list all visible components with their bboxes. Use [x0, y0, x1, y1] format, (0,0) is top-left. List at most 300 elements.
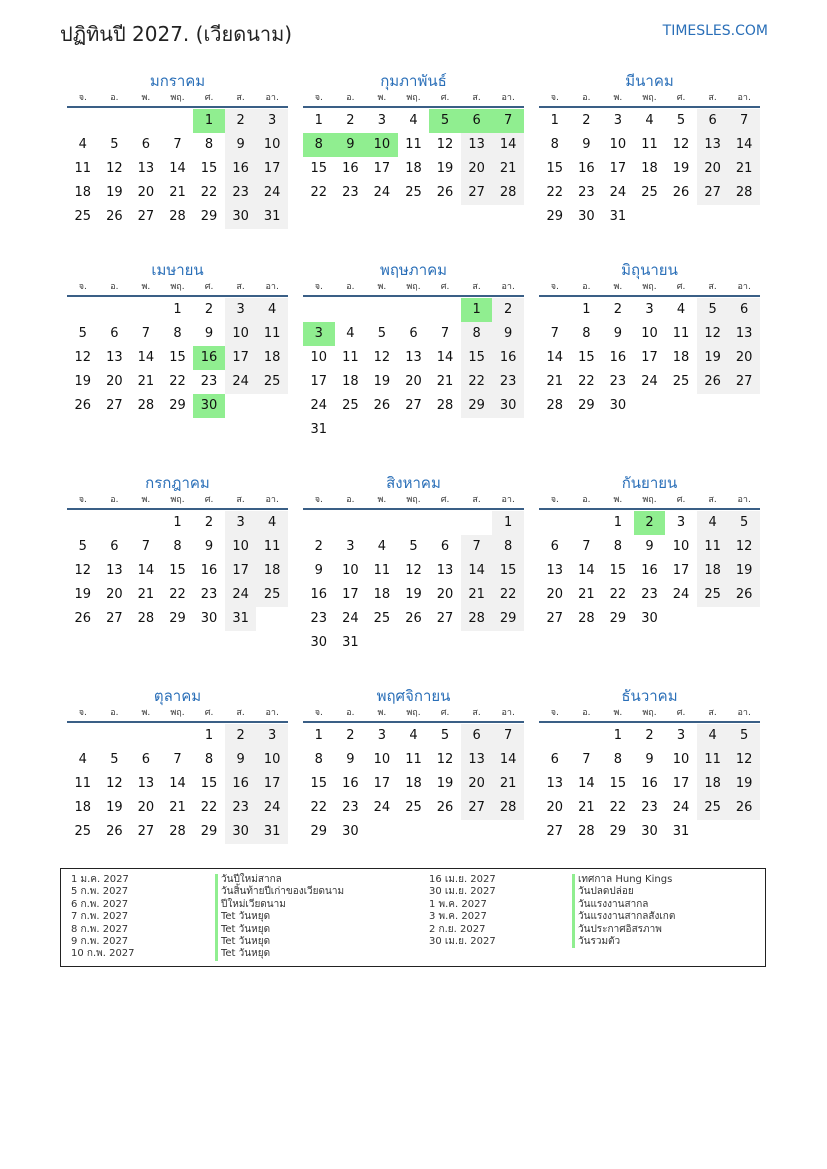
weekday-label: อา. — [737, 93, 751, 103]
day-cell: 20 — [405, 374, 422, 389]
day-cell: 2 — [204, 302, 214, 317]
weekday-label: พ. — [613, 495, 623, 505]
month-block — [303, 685, 524, 844]
day-cell: 7 — [492, 109, 524, 133]
weekday-label: อา. — [501, 495, 515, 505]
weekday-label: พ. — [613, 708, 623, 718]
day-cell: 7 — [550, 326, 559, 341]
weekday-label: อ. — [346, 708, 355, 718]
day-cell: 9 — [204, 326, 214, 341]
day-cell: 6 — [697, 109, 729, 133]
weekday-label: ส. — [236, 708, 245, 718]
day-cell: 5 — [429, 109, 461, 133]
day-cell: 18 — [74, 800, 92, 815]
day-cell: 16 — [342, 776, 359, 791]
day-cell: 23 — [578, 185, 595, 200]
day-cell: 9 — [204, 539, 214, 554]
month-block — [67, 685, 288, 844]
weekday-label: ศ. — [676, 282, 686, 292]
day-cell: 29 — [461, 394, 493, 418]
day-cell: 22 — [609, 800, 627, 815]
holiday-legend — [60, 868, 766, 967]
day-cell: 27 — [405, 398, 422, 413]
day-cell: 5 — [409, 539, 418, 554]
day-cell: 4 — [697, 511, 729, 535]
day-cell: 15 — [200, 161, 218, 176]
weekday-label: อ. — [110, 708, 119, 718]
day-cell: 20 — [137, 185, 155, 200]
weekday-label: จ. — [314, 708, 323, 718]
day-cell: 16 — [641, 776, 658, 791]
day-cell: 26 — [436, 185, 454, 200]
day-cell: 24 — [225, 370, 257, 394]
day-cell: 10 — [672, 539, 690, 554]
empty-day-cell — [366, 820, 398, 844]
day-cell: 29 — [169, 398, 186, 413]
day-cell: 23 — [225, 796, 257, 820]
day-cell: 2 — [613, 302, 623, 317]
day-cell: 28 — [728, 181, 760, 205]
day-cell: 7 — [582, 539, 591, 554]
legend-holiday-name: วันปลดปล่อย — [572, 886, 675, 898]
weekday-label: ส. — [708, 282, 717, 292]
day-cell: 2 — [225, 724, 257, 748]
day-cell: 21 — [436, 374, 454, 389]
legend-date: 8 ก.พ. 2027 — [71, 923, 129, 935]
weekday-label: จ. — [78, 495, 87, 505]
day-cell: 4 — [78, 137, 87, 152]
weekday-header — [303, 707, 524, 723]
day-cell: 21 — [578, 800, 595, 815]
week-row — [303, 559, 524, 583]
day-cell: 25 — [256, 583, 288, 607]
day-cell: 5 — [697, 298, 729, 322]
day-cell: 15 — [310, 776, 328, 791]
day-cell: 24 — [672, 587, 690, 602]
week-row — [303, 631, 524, 655]
day-cell: 15 — [609, 563, 627, 578]
day-cell: 6 — [728, 298, 760, 322]
day-cell: 22 — [546, 185, 564, 200]
day-cell: 23 — [310, 611, 328, 626]
day-cell: 27 — [728, 370, 760, 394]
month-name: มีนาคม — [625, 72, 674, 90]
day-cell: 14 — [169, 776, 186, 791]
legend-date: 2 ก.ย. 2027 — [429, 923, 486, 935]
day-cell: 2 — [492, 298, 524, 322]
day-cell: 5 — [78, 539, 87, 554]
weekday-label: จ. — [550, 93, 559, 103]
weekday-header — [539, 494, 760, 510]
day-cell: 4 — [409, 728, 418, 743]
day-cell: 18 — [405, 776, 422, 791]
legend-names-right — [572, 874, 675, 948]
week-row — [303, 796, 524, 820]
day-cell: 14 — [546, 350, 564, 365]
week-row — [67, 394, 288, 418]
weekday-label: อ. — [110, 93, 119, 103]
week-row — [67, 607, 288, 631]
empty-day-cell — [492, 631, 524, 655]
day-cell: 11 — [373, 563, 391, 578]
weekday-label: อ. — [582, 495, 591, 505]
legend-date: 30 เม.ย. 2027 — [429, 936, 496, 948]
weekday-label: ศ. — [204, 282, 214, 292]
week-row — [539, 205, 760, 229]
day-cell: 13 — [697, 133, 729, 157]
week-row — [67, 109, 288, 133]
empty-day-cell — [99, 298, 131, 322]
day-cell: 7 — [492, 724, 524, 748]
day-cell: 11 — [672, 326, 690, 341]
weekday-label: อ. — [110, 282, 119, 292]
day-cell: 9 — [645, 539, 654, 554]
weekday-label: ศ. — [204, 495, 214, 505]
day-cell: 1 — [461, 298, 493, 322]
month-row — [67, 259, 760, 442]
empty-day-cell — [398, 511, 430, 535]
day-cell: 24 — [373, 185, 391, 200]
day-cell: 10 — [672, 752, 690, 767]
week-row — [539, 796, 760, 820]
day-cell: 26 — [728, 796, 760, 820]
week-row — [67, 511, 288, 535]
week-row — [539, 370, 760, 394]
day-cell: 11 — [256, 535, 288, 559]
month-name: กันยายน — [621, 474, 678, 492]
month-block — [539, 685, 760, 844]
day-cell: 25 — [697, 796, 729, 820]
week-row — [67, 535, 288, 559]
empty-day-cell — [162, 109, 194, 133]
day-cell: 2 — [645, 728, 654, 743]
day-cell: 29 — [169, 611, 186, 626]
empty-day-cell — [335, 418, 367, 442]
legend-holiday-name: เทศกาล Hung Kings — [572, 874, 675, 886]
empty-day-cell — [539, 724, 571, 748]
day-cell: 4 — [346, 326, 355, 341]
day-cell: 9 — [225, 133, 257, 157]
month-row — [67, 685, 760, 844]
day-cell: 8 — [173, 326, 182, 341]
weekday-label: อ. — [346, 495, 355, 505]
day-cell: 30 — [225, 820, 257, 844]
day-cell: 1 — [173, 515, 182, 530]
weekday-header — [303, 281, 524, 297]
day-cell: 22 — [200, 185, 218, 200]
day-cell: 30 — [641, 611, 658, 626]
day-cell: 2 — [204, 515, 214, 530]
day-cell: 10 — [256, 133, 288, 157]
weekday-label: พ. — [377, 708, 387, 718]
empty-day-cell — [366, 631, 398, 655]
day-cell: 4 — [377, 539, 387, 554]
week-row — [539, 607, 760, 631]
day-cell: 18 — [256, 346, 288, 370]
empty-day-cell — [461, 418, 493, 442]
weekday-label: ศ. — [676, 93, 686, 103]
day-cell: 19 — [106, 185, 123, 200]
day-cell: 20 — [461, 772, 493, 796]
day-cell: 5 — [440, 728, 450, 743]
site-link[interactable]: TIMESLES.COM — [662, 23, 768, 39]
day-cell: 21 — [169, 185, 186, 200]
day-cell: 7 — [173, 752, 182, 767]
weekday-label: ศ. — [676, 495, 686, 505]
day-cell: 22 — [200, 800, 218, 815]
day-cell: 27 — [106, 611, 123, 626]
weekday-label: จ. — [550, 708, 559, 718]
empty-day-cell — [571, 724, 603, 748]
empty-day-cell — [130, 511, 162, 535]
week-row — [303, 535, 524, 559]
day-cell: 8 — [613, 539, 623, 554]
day-cell: 27 — [436, 611, 454, 626]
day-cell: 10 — [609, 137, 627, 152]
day-cell: 23 — [641, 800, 658, 815]
day-cell: 26 — [672, 185, 690, 200]
day-cell: 21 — [169, 800, 186, 815]
day-cell: 25 — [373, 611, 391, 626]
legend-holiday-name: ปีใหม่เวียดนาม — [215, 899, 344, 911]
weekday-label: พฤ. — [170, 708, 185, 718]
weekday-header — [303, 494, 524, 510]
day-cell: 22 — [461, 370, 493, 394]
day-cell: 9 — [613, 326, 623, 341]
day-cell: 17 — [256, 157, 288, 181]
day-cell: 3 — [303, 322, 335, 346]
day-cell: 26 — [74, 611, 92, 626]
month-block — [303, 70, 524, 229]
day-cell: 17 — [672, 776, 690, 791]
day-cell: 2 — [225, 109, 257, 133]
empty-day-cell — [492, 820, 524, 844]
weekday-label: พ. — [141, 495, 151, 505]
empty-day-cell — [225, 394, 257, 418]
day-cell: 24 — [256, 796, 288, 820]
day-cell: 14 — [169, 161, 186, 176]
day-cell: 21 — [492, 772, 524, 796]
day-cell: 18 — [74, 185, 92, 200]
empty-day-cell — [634, 394, 666, 418]
weekday-label: ศ. — [204, 93, 214, 103]
day-cell: 15 — [609, 776, 627, 791]
day-cell: 25 — [342, 398, 359, 413]
day-cell: 8 — [303, 133, 335, 157]
empty-day-cell — [697, 394, 729, 418]
day-cell: 24 — [641, 374, 658, 389]
week-row — [539, 820, 760, 844]
weekday-label: อา. — [737, 495, 751, 505]
day-cell: 28 — [461, 607, 493, 631]
day-cell: 8 — [314, 752, 323, 767]
weekday-label: พฤ. — [170, 93, 185, 103]
day-cell: 17 — [342, 587, 359, 602]
week-row — [67, 322, 288, 346]
day-cell: 18 — [697, 772, 729, 796]
weekday-label: ส. — [236, 93, 245, 103]
day-cell: 14 — [436, 350, 454, 365]
weekday-header — [539, 707, 760, 723]
day-cell: 13 — [137, 161, 155, 176]
month-block — [539, 472, 760, 655]
empty-day-cell — [99, 724, 131, 748]
day-cell: 16 — [641, 563, 658, 578]
day-cell: 12 — [728, 748, 760, 772]
day-cell: 27 — [546, 611, 564, 626]
weekday-label: พ. — [377, 495, 387, 505]
weekday-label: อ. — [582, 93, 591, 103]
day-cell: 11 — [74, 161, 92, 176]
week-row — [303, 820, 524, 844]
weekday-label: ส. — [708, 93, 717, 103]
day-cell: 4 — [645, 113, 654, 128]
day-cell: 29 — [492, 607, 524, 631]
day-cell: 28 — [137, 611, 155, 626]
month-name: มิถุนายน — [621, 261, 678, 279]
weekday-label: อา. — [737, 708, 751, 718]
day-cell: 5 — [377, 326, 387, 341]
day-cell: 1 — [204, 728, 214, 743]
day-cell: 10 — [225, 322, 257, 346]
weekday-label: พ. — [377, 93, 387, 103]
empty-day-cell — [366, 418, 398, 442]
empty-day-cell — [697, 607, 729, 631]
week-row — [67, 181, 288, 205]
empty-day-cell — [634, 205, 666, 229]
weekday-label: ศ. — [676, 708, 686, 718]
day-cell: 1 — [173, 302, 182, 317]
day-cell: 11 — [697, 748, 729, 772]
day-cell: 3 — [256, 109, 288, 133]
week-row — [539, 157, 760, 181]
day-cell: 30 — [609, 398, 627, 413]
day-cell: 2 — [314, 539, 323, 554]
legend-date: 10 ก.พ. 2027 — [71, 948, 135, 960]
day-cell: 13 — [137, 776, 155, 791]
empty-day-cell — [67, 724, 99, 748]
legend-date: 5 ก.พ. 2027 — [71, 886, 129, 898]
day-cell: 8 — [582, 326, 591, 341]
day-cell: 19 — [373, 374, 391, 389]
day-cell: 22 — [169, 587, 186, 602]
day-cell: 24 — [373, 800, 391, 815]
day-cell: 27 — [697, 181, 729, 205]
legend-holiday-name: วันปีใหม่สากล — [215, 874, 344, 886]
empty-day-cell — [461, 820, 493, 844]
empty-day-cell — [256, 394, 288, 418]
day-cell: 30 — [578, 209, 595, 224]
day-cell: 28 — [492, 181, 524, 205]
day-cell: 17 — [373, 776, 391, 791]
day-cell: 14 — [728, 133, 760, 157]
day-cell: 25 — [405, 185, 422, 200]
day-cell: 9 — [645, 752, 654, 767]
day-cell: 7 — [173, 137, 182, 152]
empty-day-cell — [366, 511, 398, 535]
day-cell: 3 — [256, 724, 288, 748]
weekday-label: อา. — [737, 282, 751, 292]
empty-day-cell — [67, 511, 99, 535]
day-cell: 8 — [173, 539, 182, 554]
day-cell: 30 — [200, 611, 218, 626]
legend-holiday-name: วันรวมตัว — [572, 936, 675, 948]
day-cell: 16 — [200, 563, 218, 578]
day-cell: 29 — [578, 398, 595, 413]
day-cell: 30 — [310, 635, 328, 650]
day-cell: 15 — [169, 350, 186, 365]
day-cell: 19 — [106, 800, 123, 815]
day-cell: 19 — [728, 772, 760, 796]
weekday-label: จ. — [78, 708, 87, 718]
day-cell: 2 — [346, 113, 355, 128]
weekday-label: ส. — [472, 495, 481, 505]
empty-day-cell — [366, 298, 398, 322]
month-name: กรกฎาคม — [145, 474, 210, 492]
day-cell: 17 — [373, 161, 391, 176]
weekday-label: อ. — [346, 93, 355, 103]
day-cell: 11 — [697, 535, 729, 559]
empty-day-cell — [99, 511, 131, 535]
day-cell: 4 — [256, 298, 288, 322]
week-row — [67, 796, 288, 820]
month-name: มกราคม — [149, 72, 206, 90]
day-cell: 16 — [225, 157, 257, 181]
day-cell: 9 — [582, 137, 591, 152]
week-row — [67, 205, 288, 229]
day-cell: 23 — [200, 374, 218, 389]
weekday-label: จ. — [314, 282, 323, 292]
day-cell: 8 — [204, 137, 214, 152]
day-cell: 7 — [461, 535, 493, 559]
day-cell: 26 — [106, 824, 123, 839]
weekday-label: จ. — [314, 93, 323, 103]
day-cell: 28 — [169, 209, 186, 224]
week-row — [303, 133, 524, 157]
empty-day-cell — [728, 820, 760, 844]
day-cell: 27 — [137, 824, 155, 839]
day-cell: 4 — [676, 302, 686, 317]
day-cell: 18 — [256, 559, 288, 583]
day-cell: 1 — [613, 515, 623, 530]
day-cell: 31 — [310, 422, 328, 437]
day-cell: 12 — [106, 776, 123, 791]
month-name: ตุลาคม — [153, 687, 202, 705]
day-cell: 26 — [106, 209, 123, 224]
day-cell: 18 — [697, 559, 729, 583]
month-block — [67, 472, 288, 655]
day-cell: 21 — [492, 157, 524, 181]
legend-names-left — [215, 874, 344, 961]
day-cell: 14 — [137, 350, 155, 365]
day-cell: 9 — [335, 133, 367, 157]
day-cell: 7 — [440, 326, 450, 341]
week-row — [303, 181, 524, 205]
day-cell: 17 — [310, 374, 328, 389]
legend-dates-right — [429, 874, 496, 948]
empty-day-cell — [728, 205, 760, 229]
empty-day-cell — [67, 298, 99, 322]
weekday-label: พฤ. — [170, 495, 185, 505]
week-row — [67, 772, 288, 796]
week-row — [303, 418, 524, 442]
week-row — [67, 583, 288, 607]
day-cell: 13 — [461, 748, 493, 772]
legend-holiday-name: วันประกาศอิสรภาพ — [572, 924, 675, 936]
day-cell: 18 — [672, 350, 690, 365]
week-row — [67, 346, 288, 370]
day-cell: 17 — [672, 563, 690, 578]
